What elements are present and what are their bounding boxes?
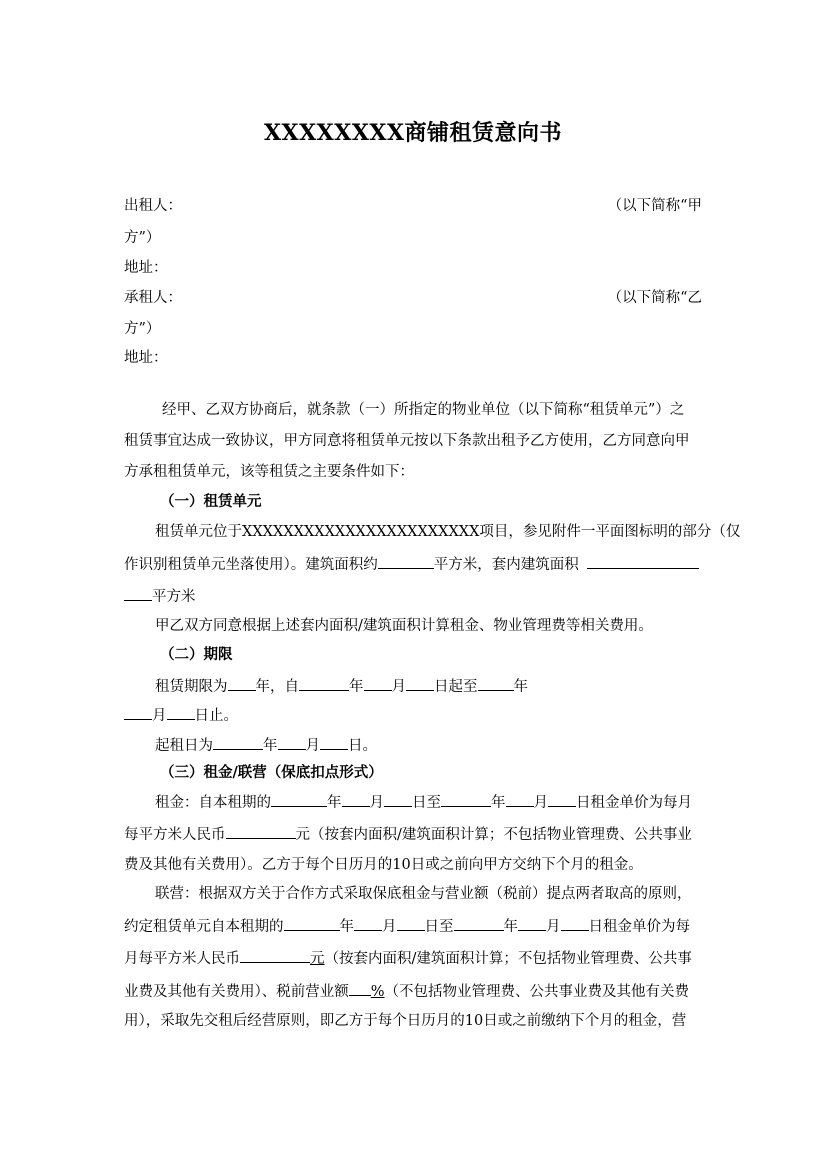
section1-line: 平方米 bbox=[124, 585, 196, 607]
blank-field bbox=[342, 791, 370, 807]
blank-field bbox=[384, 791, 412, 807]
blank-field bbox=[349, 980, 371, 996]
joint-line: 约定租赁单元自本租期的 年 月 日至 年 月 日租金单价为每 bbox=[124, 915, 690, 937]
joint-line: 业费及其他有关费用）、税前营业额 %（不包括物业管理费、公共事业费及其他有关费 bbox=[124, 980, 689, 1002]
blank-field bbox=[240, 947, 310, 963]
document-title: XXXXXXXX商铺租赁意向书 bbox=[263, 120, 563, 146]
blank-field bbox=[518, 915, 546, 931]
blank-field bbox=[506, 791, 534, 807]
section1-line: 甲乙双方同意根据上述套内面积/建筑面积计算租金、物业管理费等相关费用。 bbox=[155, 618, 653, 634]
intro-line: 经甲、乙双方协商后，就条款（一）所指定的物业单位（以下简称“租赁单元”）之 bbox=[162, 402, 685, 418]
blank-field bbox=[167, 704, 195, 720]
lessor-address: 地址： bbox=[124, 260, 168, 276]
lessor-label: 出租人： bbox=[124, 198, 182, 214]
blank-field bbox=[561, 915, 589, 931]
blank-field bbox=[364, 675, 392, 691]
blank-field bbox=[587, 553, 699, 569]
joint-line: 用），采取先交租后经营原则，即乙方于每个日历月的10日或之前缴纳下个月的租金，营 bbox=[124, 1013, 687, 1029]
blank-field bbox=[124, 704, 152, 720]
lessor-note-cont: 方”） bbox=[124, 230, 161, 246]
lessor-note: （以下简称“甲 bbox=[607, 198, 702, 214]
blank-field bbox=[284, 915, 340, 931]
blank-field bbox=[454, 915, 504, 931]
lessee-note: （以下简称“乙 bbox=[607, 290, 702, 306]
blank-field bbox=[320, 734, 348, 750]
blank-field bbox=[406, 675, 434, 691]
lessee-note-cont: 方”） bbox=[124, 321, 161, 337]
joint-line: 联营：根据双方关于合作方式采取保底租金与营业额（税前）提点两者取高的原则， bbox=[155, 886, 692, 902]
section-heading: （一）租赁单元 bbox=[160, 493, 262, 510]
blank-field bbox=[397, 915, 425, 931]
blank-field bbox=[299, 675, 349, 691]
intro-line: 方承租租赁单元，该等租赁之主要条件如下： bbox=[124, 464, 414, 480]
blank-field bbox=[124, 585, 152, 601]
rent-line: 租金：自本租期的 年 月 日至 年 月 日租金单价为每月 bbox=[155, 791, 692, 813]
lessee-label: 承租人： bbox=[124, 290, 182, 306]
section-heading: （二）期限 bbox=[160, 646, 233, 663]
joint-line: 月每平方米人民币 元（按套内面积/建筑面积计算；不包括物业管理费、公共事 bbox=[124, 947, 692, 969]
section2-line: 起租日为 年 月 日。 bbox=[155, 734, 377, 756]
blank-field bbox=[213, 734, 263, 750]
blank-field bbox=[271, 791, 327, 807]
blank-field bbox=[548, 791, 576, 807]
section2-line: 月 日止。 bbox=[124, 704, 238, 726]
section1-line: 租赁单元位于XXXXXXXXXXXXXXXXXXXXXXX项目，参见附件一平面图标明的部分（仅 bbox=[155, 524, 741, 540]
section-heading: （三）租金/联营（保底扣点形式） bbox=[160, 764, 383, 781]
blank-field bbox=[228, 675, 256, 691]
rent-line: 每平方米人民币 元（按套内面积/建筑面积计算；不包括物业管理费、公共事业 bbox=[124, 823, 692, 845]
blank-field bbox=[226, 823, 296, 839]
section1-line: 作识别租赁单元坐落使用）。建筑面积约 平方米，套内建筑面积 bbox=[124, 553, 699, 575]
blank-field bbox=[278, 734, 306, 750]
rent-line: 费及其他有关费用）。乙方于每个日历月的10日或之前向甲方交纳下个月的租金。 bbox=[124, 857, 643, 873]
blank-field bbox=[441, 791, 491, 807]
lessee-address: 地址： bbox=[124, 350, 168, 366]
intro-line: 租赁事宜达成一致协议，甲方同意将租赁单元按以下条款出租予乙方使用，乙方同意向甲 bbox=[124, 433, 690, 449]
blank-field bbox=[354, 915, 382, 931]
section2-line: 租赁期限为 年，自 年 月 日起至 年 bbox=[155, 675, 528, 697]
blank-field bbox=[378, 553, 434, 569]
blank-field bbox=[478, 675, 514, 691]
